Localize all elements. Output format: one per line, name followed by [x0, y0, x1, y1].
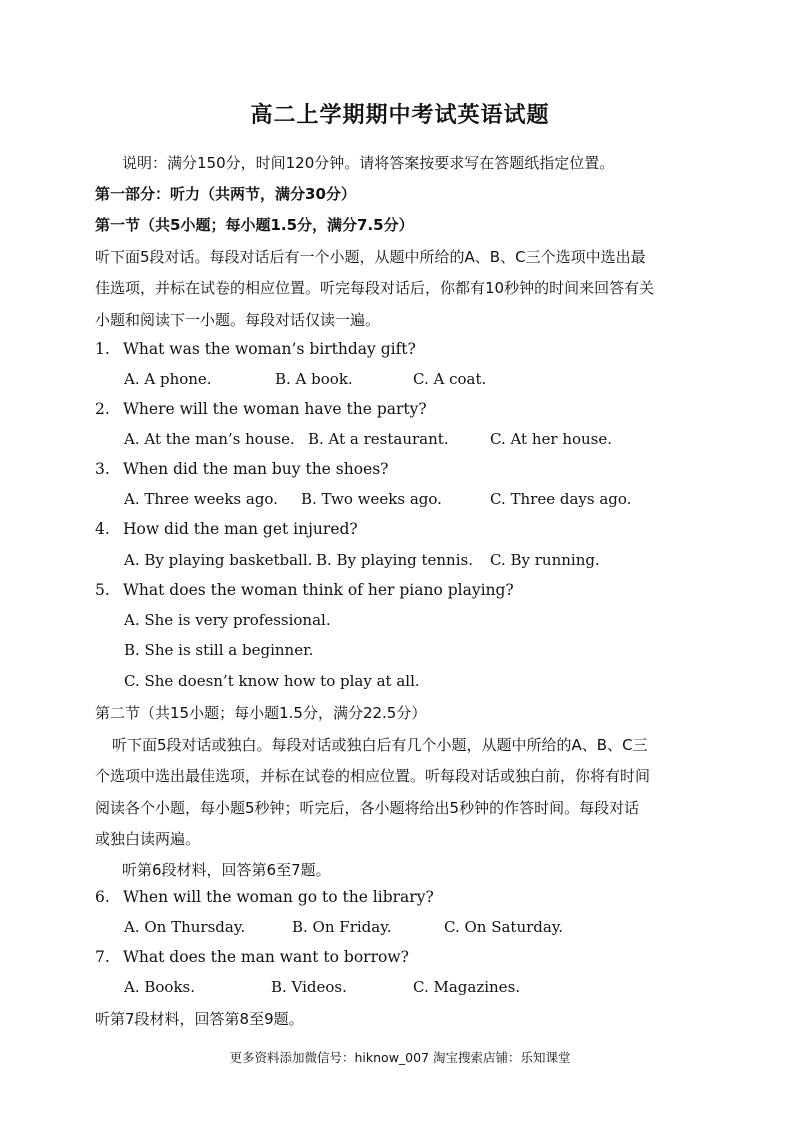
- question-2: [95, 400, 710, 418]
- question-1: [95, 340, 710, 358]
- section1-instructions-line: 听下面5段对话。每段对话后有一个小题，从题中所给的A、B、C三个选项中选出最: [95, 248, 646, 266]
- section2-heading: 第二节（共15小题；每小题1.5分，满分22.5分）: [95, 704, 427, 722]
- question-text: What was the woman’s birthday gift?: [123, 340, 416, 358]
- option-c: C. On Saturday.: [444, 918, 564, 936]
- option-c: C. Three days ago.: [490, 490, 632, 508]
- option-c: C. A coat.: [413, 370, 487, 388]
- question-number: 7.: [95, 948, 110, 966]
- section2-instructions-line: 或独白读两遍。: [95, 830, 201, 848]
- option-b: B. At a restaurant.: [308, 430, 449, 448]
- question-text: How did the man get injured?: [123, 520, 358, 538]
- option-a: A. Three weeks ago.: [124, 490, 278, 508]
- question-number: 4.: [95, 520, 110, 538]
- material-7-heading: 听第7段材料，回答第8至9题。: [95, 1010, 304, 1028]
- question-text: What does the woman think of her piano playing?: [123, 581, 514, 599]
- section2-instructions-line: 听下面5段对话或独白。每段对话或独白后有几个小题，从题中所给的A、B、C三: [112, 736, 648, 754]
- option-c: C. She doesn’t know how to play at all.: [124, 672, 420, 690]
- section1-instructions-line: 小题和阅读下一小题。每段对话仅读一遍。: [95, 311, 381, 329]
- question-number: 2.: [95, 400, 110, 418]
- option-b: B. Two weeks ago.: [301, 490, 442, 508]
- option-a: A. By playing basketball.: [124, 551, 313, 569]
- option-b: B. On Friday.: [292, 918, 392, 936]
- option-c: C. At her house.: [490, 430, 613, 448]
- section1-heading: 第一节（共5小题；每小题1.5分，满分7.5分）: [95, 216, 414, 234]
- part1-heading: 第一部分：听力（共两节，满分30分）: [95, 185, 356, 203]
- page-title: 高二上学期期中考试英语试题: [250, 103, 550, 128]
- question-3: [95, 460, 710, 478]
- question-text: When will the woman go to the library?: [123, 888, 434, 906]
- section1-instructions-line: 佳选项，并标在试卷的相应位置。听完每段对话后，你都有10秒钟的时间来回答有关: [95, 279, 655, 297]
- material-6-heading: 听第6段材料，回答第6至7题。: [122, 861, 331, 879]
- option-a: A. On Thursday.: [124, 918, 246, 936]
- question-number: 3.: [95, 460, 110, 478]
- option-a: A. She is very professional.: [124, 611, 331, 629]
- question-text: Where will the woman have the party?: [123, 400, 427, 418]
- question-text: What does the man want to borrow?: [123, 948, 409, 966]
- footer-note: 更多资料添加微信号：hiknow_007 淘宝搜索店铺：乐知课堂: [229, 1050, 571, 1065]
- option-a: A. Books.: [124, 978, 196, 996]
- option-b: B. Videos.: [271, 978, 347, 996]
- option-c: C. By running.: [490, 551, 600, 569]
- option-b: B. She is still a beginner.: [124, 641, 314, 659]
- question-5: [95, 581, 710, 599]
- question-text: When did the man buy the shoes?: [123, 460, 389, 478]
- question-number: 6.: [95, 888, 110, 906]
- exam-note: 说明：满分150分，时间120分钟。请将答案按要求写在答题纸指定位置。: [122, 154, 615, 172]
- question-4: [95, 520, 710, 538]
- section2-instructions-line: 个选项中选出最佳选项，并标在试卷的相应位置。听每段对话或独白前，你将有时间: [95, 767, 651, 785]
- option-a: A. At the man’s house.: [124, 430, 295, 448]
- question-7: [95, 948, 710, 966]
- question-number: 1.: [95, 340, 110, 358]
- question-6: [95, 888, 710, 906]
- option-c: C. Magazines.: [413, 978, 521, 996]
- option-b: B. A book.: [275, 370, 353, 388]
- question-number: 5.: [95, 581, 110, 599]
- option-a: A. A phone.: [124, 370, 212, 388]
- section2-instructions-line: 阅读各个小题，每小题5秒钟；听完后，各小题将给出5秒钟的作答时间。每段对话: [95, 799, 640, 817]
- option-b: B. By playing tennis.: [316, 551, 473, 569]
